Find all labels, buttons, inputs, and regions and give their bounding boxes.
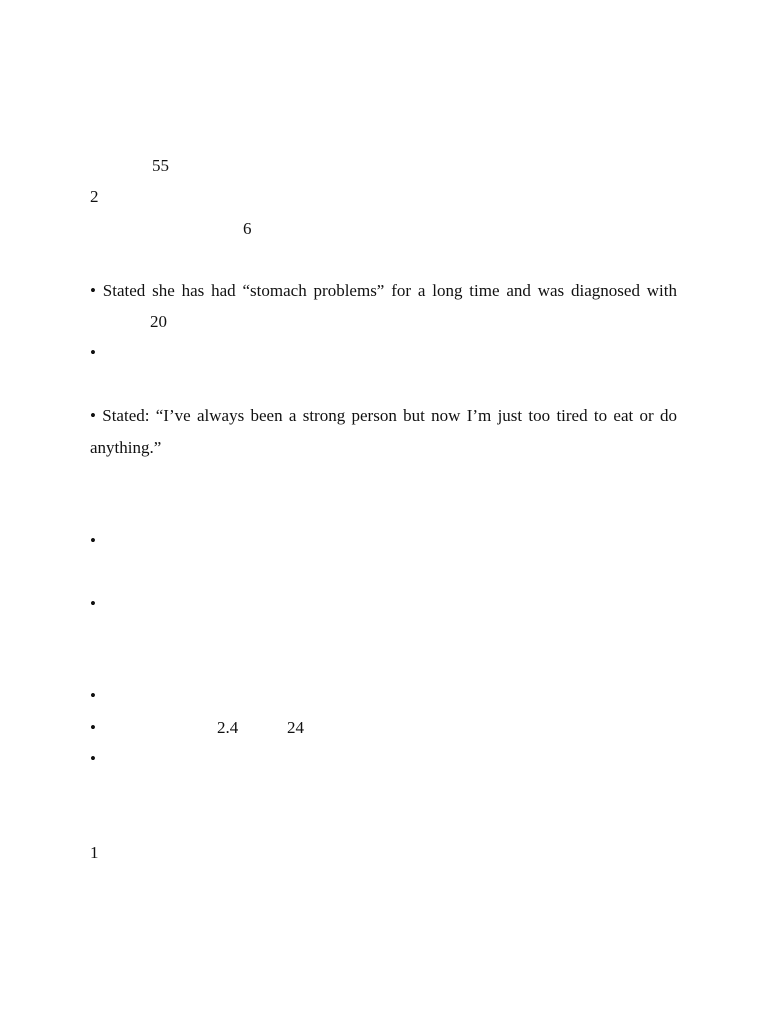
bullet-6: • <box>90 749 96 768</box>
number-fragment-2: 2 <box>90 187 99 206</box>
quote-line-2: anything.” <box>90 438 162 457</box>
number-fragment-55: 55 <box>152 156 169 175</box>
number-fragment-2-4: 2.4 <box>217 718 239 737</box>
number-fragment-6: 6 <box>243 219 252 238</box>
quote-line-1: • Stated: “I’ve always been a strong person but now I’m just too tired to eat or do <box>90 406 677 425</box>
number-fragment-24: 24 <box>287 718 304 737</box>
page-number: 1 <box>90 843 99 862</box>
bullet-4: • <box>90 686 96 705</box>
bullet-3: • <box>90 594 96 613</box>
bullet-5: • <box>90 718 96 737</box>
bullet-2: • <box>90 531 96 550</box>
number-fragment-20: 20 <box>150 312 167 331</box>
stomach-problems-line: • Stated she has had “stomach problems” for a long time and was diagnosed with <box>90 281 677 300</box>
bullet-1: • <box>90 343 96 362</box>
